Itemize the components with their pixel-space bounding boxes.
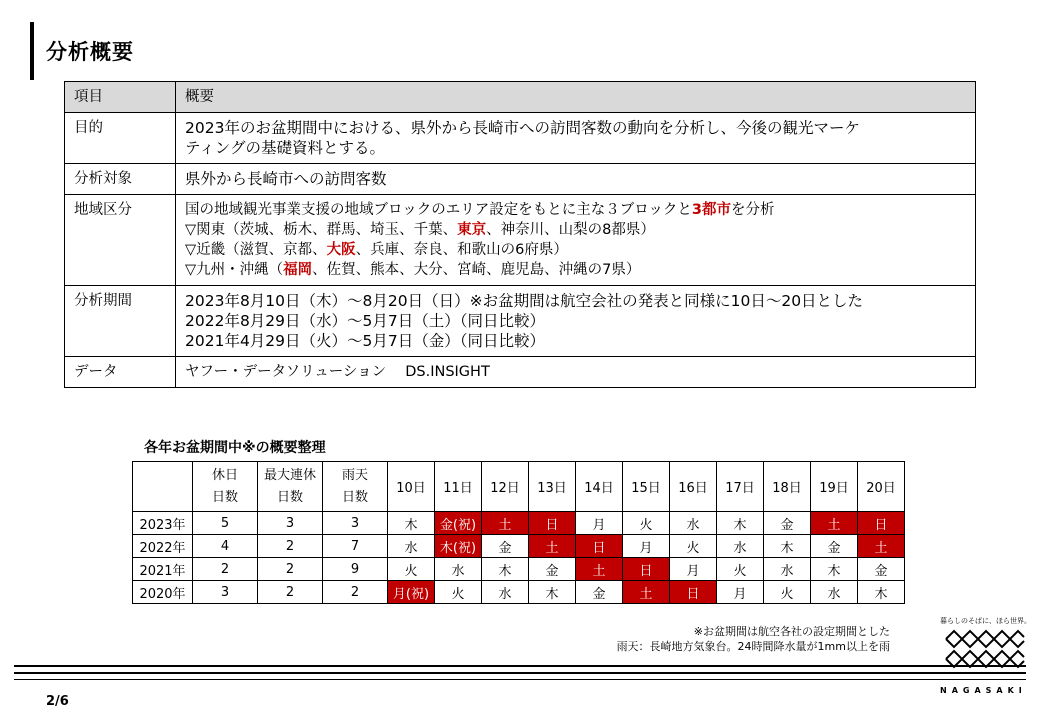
holiday-day-cell: 土 (529, 535, 576, 558)
purpose-line-2: ティングの基礎資料とする。 (185, 139, 385, 157)
day-cell: 火 (388, 558, 435, 581)
region-row (65, 195, 976, 286)
day-cell: 水 (482, 581, 529, 604)
target-label: 分析対象 (65, 164, 176, 195)
day-header-cell: 15日 (623, 462, 670, 512)
holiday-day-cell: 日 (529, 512, 576, 535)
consecutive-count-cell: 2 (258, 581, 323, 604)
overview-table (64, 81, 976, 388)
holiday-day-cell: 金(祝) (435, 512, 482, 535)
note-period: ※お盆期間は航空各社の設定期間とした (693, 625, 890, 638)
data-value: ヤフー・データソリューション DS.INSIGHT (176, 357, 976, 388)
day-cell: 木 (858, 581, 905, 604)
consecutive-header (258, 462, 323, 512)
holiday-day-cell: 土 (811, 512, 858, 535)
day-cell: 月 (576, 512, 623, 535)
day-cell: 水 (811, 581, 858, 604)
period-line-1: 2023年8月10日（木）～8月20日（日）※お盆期間は航空会社の発表と同様に10日～20日とした (185, 292, 864, 310)
year-cell: 2023年 (133, 512, 193, 535)
year-cell: 2021年 (133, 558, 193, 581)
data-label: データ (65, 357, 176, 388)
day-header-cell: 18日 (764, 462, 811, 512)
holiday-day-cell: 日 (858, 512, 905, 535)
consecutive-header-line1: 最大連休 (263, 467, 316, 483)
day-header-cell: 16日 (670, 462, 717, 512)
region-line-kanto (185, 220, 966, 240)
day-cell: 水 (670, 512, 717, 535)
page-title: 分析概要 (46, 40, 134, 64)
footer-rule-3 (14, 679, 1026, 680)
day-cell: 火 (623, 512, 670, 535)
consecutive-count-cell: 2 (258, 558, 323, 581)
holiday-day-cell: 土 (623, 581, 670, 604)
day-cell: 水 (717, 535, 764, 558)
day-cell: 水 (435, 558, 482, 581)
day-cell: 木 (482, 558, 529, 581)
year-row (133, 535, 905, 558)
day-cell: 月 (670, 558, 717, 581)
purpose-label: 目的 (65, 113, 176, 164)
day-cell: 火 (670, 535, 717, 558)
kinki-text-c: 、兵庫、奈良、和歌山の6府県） (355, 242, 568, 258)
day-cell: 月 (717, 581, 764, 604)
rain-count-cell: 7 (323, 535, 388, 558)
day-cell: 金 (764, 512, 811, 535)
holiday-table-title: 各年お盆期間中※の概要整理 (144, 440, 326, 456)
day-header-cell: 19日 (811, 462, 858, 512)
day-header-cell: 17日 (717, 462, 764, 512)
page-number: 2/6 (46, 694, 69, 709)
holiday-day-cell: 木(祝) (435, 535, 482, 558)
header-item-cell: 項目 (65, 82, 176, 113)
year-row (133, 512, 905, 535)
kanto-city-tokyo: 東京 (457, 222, 487, 238)
day-cell: 水 (764, 558, 811, 581)
data-row (65, 357, 976, 388)
region-value (176, 195, 976, 286)
rain-count-cell: 2 (323, 581, 388, 604)
day-cell: 火 (717, 558, 764, 581)
purpose-value (176, 113, 976, 164)
consecutive-count-cell: 3 (258, 512, 323, 535)
holiday-day-cell: 日 (623, 558, 670, 581)
day-header-cell: 13日 (529, 462, 576, 512)
day-cell: 月 (623, 535, 670, 558)
day-cell: 金 (482, 535, 529, 558)
region-intro-suffix: を分析 (731, 202, 775, 218)
holiday-day-cell: 土 (858, 535, 905, 558)
period-line-2: 2022年8月29日（水）～5月7日（土）（同日比較） (185, 312, 546, 330)
holidays-count-cell: 5 (193, 512, 258, 535)
day-cell: 金 (529, 558, 576, 581)
day-cell: 木 (717, 512, 764, 535)
year-row (133, 581, 905, 604)
day-header-cell: 14日 (576, 462, 623, 512)
region-three-cities: 3都市 (691, 202, 732, 218)
kinki-text-a: ▽近畿（滋賀、京都、 (185, 242, 327, 258)
day-cell: 火 (435, 581, 482, 604)
logo-name: NAGASAKI (940, 686, 1027, 695)
title-accent-bar (30, 22, 34, 80)
note-rain: 雨天：長崎地方気象台。24時間降水量が1mm以上を雨 (616, 640, 890, 653)
holidays-header-line2: 日数 (211, 489, 238, 505)
year-header-cell (133, 462, 193, 512)
year-cell: 2022年 (133, 535, 193, 558)
day-cell: 木 (764, 535, 811, 558)
holidays-count-cell: 4 (193, 535, 258, 558)
rain-count-cell: 9 (323, 558, 388, 581)
rain-header-line2: 日数 (341, 489, 368, 505)
day-cell: 火 (764, 581, 811, 604)
kyushu-text-a: ▽九州・沖縄（ (185, 262, 284, 278)
kinki-city-osaka: 大阪 (326, 242, 356, 258)
holidays-header-line1: 休日 (211, 467, 238, 483)
period-line-3: 2021年4月29日（火）～5月7日（金）（同日比較） (185, 332, 546, 350)
holiday-header-row (133, 462, 905, 512)
target-value: 県外から長崎市への訪問客数 (176, 164, 976, 195)
year-cell: 2020年 (133, 581, 193, 604)
kanto-text-a: ▽関東（茨城、栃木、群馬、埼玉、千葉、 (185, 222, 458, 238)
region-label: 地域区分 (65, 195, 176, 286)
purpose-line-1: 2023年のお盆期間中における、県外から長崎市への訪問客数の動向を分析し、今後の観光マーケ (185, 119, 860, 137)
rain-count-cell: 3 (323, 512, 388, 535)
nagasaki-logo (940, 616, 1030, 700)
day-cell: 金 (576, 581, 623, 604)
day-header-cell: 11日 (435, 462, 482, 512)
region-line-kinki (185, 240, 966, 260)
holidays-header (193, 462, 258, 512)
consecutive-header-line2: 日数 (276, 489, 303, 505)
day-header-cell: 10日 (388, 462, 435, 512)
region-line-kyushu (185, 260, 966, 280)
holiday-day-cell: 月(祝) (388, 581, 435, 604)
period-value (176, 286, 976, 357)
footer-rule-2 (14, 672, 1026, 674)
purpose-row (65, 113, 976, 164)
holidays-count-cell: 2 (193, 558, 258, 581)
year-row (133, 558, 905, 581)
day-cell: 水 (388, 535, 435, 558)
logo-tagline: 暮らしのそばに、ほら世界。 (940, 617, 1031, 625)
region-line-intro (185, 200, 966, 220)
region-intro-text: 国の地域観光事業支援の地域ブロックのエリア設定をもとに主な３ブロックと (185, 202, 692, 218)
period-label: 分析期間 (65, 286, 176, 357)
holiday-table (132, 461, 905, 604)
day-header-cell: 12日 (482, 462, 529, 512)
period-row (65, 286, 976, 357)
holiday-day-cell: 土 (576, 558, 623, 581)
kyushu-city-fukuoka: 福岡 (283, 262, 313, 278)
holidays-count-cell: 3 (193, 581, 258, 604)
overview-header-row (65, 82, 976, 113)
target-row (65, 164, 976, 195)
holiday-day-cell: 日 (670, 581, 717, 604)
day-header-cell: 20日 (858, 462, 905, 512)
footer-rule-1 (14, 665, 1026, 667)
rain-header (323, 462, 388, 512)
holiday-day-cell: 日 (576, 535, 623, 558)
consecutive-count-cell: 2 (258, 535, 323, 558)
day-cell: 木 (388, 512, 435, 535)
day-cell: 金 (811, 535, 858, 558)
header-summary-cell: 概要 (176, 82, 976, 113)
kanto-text-c: 、神奈川、山梨の8都県） (486, 222, 655, 238)
day-cell: 木 (529, 581, 576, 604)
kyushu-text-c: 、佐賀、熊本、大分、宮崎、鹿児島、沖縄の7県） (312, 262, 641, 278)
day-cell: 木 (811, 558, 858, 581)
holiday-day-cell: 土 (482, 512, 529, 535)
rain-header-line1: 雨天 (341, 467, 368, 483)
day-cell: 金 (858, 558, 905, 581)
